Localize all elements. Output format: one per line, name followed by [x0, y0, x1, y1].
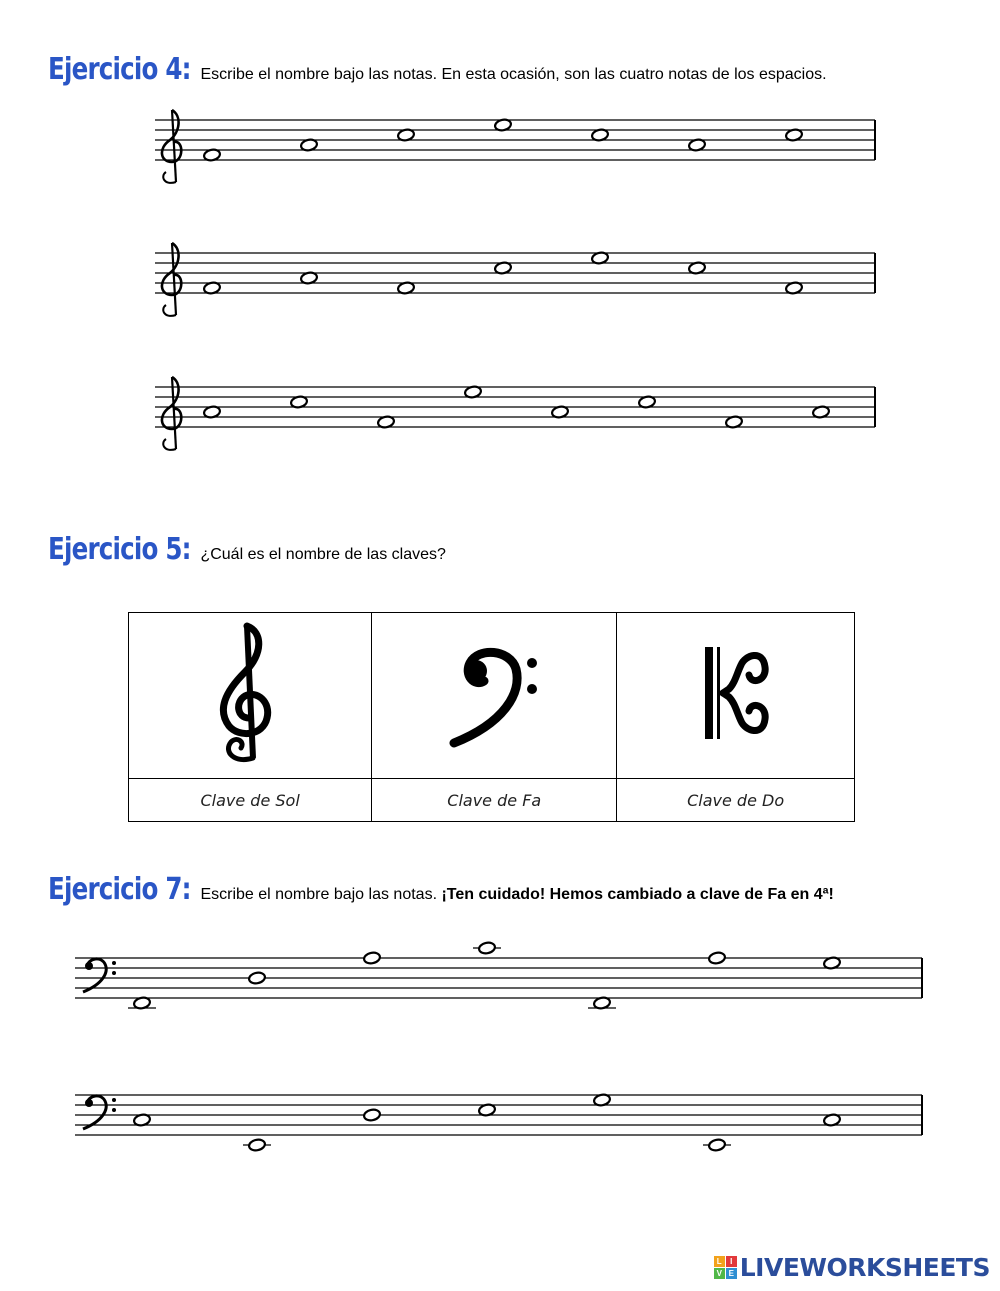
treble-clef-icon	[205, 618, 295, 768]
bass-staff-2	[0, 1082, 1000, 1162]
exercise-7-title: Ejercicio 7:	[48, 872, 191, 907]
exercise-4-heading	[48, 52, 827, 87]
treble-clef-icon	[162, 377, 181, 450]
alto-clef-cell	[617, 613, 855, 779]
exercise-4-title: Ejercicio 4:	[48, 52, 191, 87]
alto-clef-label: Clave de Do	[617, 779, 855, 822]
whole-note	[363, 1108, 381, 1121]
whole-note	[243, 1138, 271, 1151]
exercise-7-heading	[48, 872, 834, 907]
exercise-5-heading	[48, 532, 446, 567]
liveworksheets-logo	[714, 1253, 990, 1282]
exercise-5-instruction: ¿Cuál es el nombre de las claves?	[200, 546, 446, 563]
exercise-7-instruction	[200, 886, 833, 904]
bass-staff-1	[0, 945, 1000, 1025]
bass-clef-icon	[83, 959, 116, 992]
exercise-7-instruction-plain: Escribe el nombre bajo las notas.	[200, 886, 438, 903]
bass-clef-icon	[444, 633, 544, 753]
bass-clef-label: Clave de Fa	[372, 779, 617, 822]
whole-note	[708, 951, 726, 964]
exercise-4-instruction: Escribe el nombre bajo las notas. En esta ocasión, son las cuatro notas de los espacios.	[200, 66, 827, 83]
treble-staff-1	[0, 110, 1000, 190]
treble-clef-icon	[162, 243, 181, 316]
alto-clef-icon	[701, 643, 771, 743]
exercise-5-title: Ejercicio 5:	[48, 532, 191, 567]
treble-staff-2	[0, 243, 1000, 323]
treble-staff-3	[0, 377, 1000, 457]
whole-note	[473, 941, 501, 954]
treble-clef-icon	[162, 110, 181, 183]
liveworksheets-brand: LIVEWORKSHEETS	[739, 1253, 990, 1282]
exercise-7-instruction-warning: ¡Ten cuidado! Hemos cambiado a clave de Fa en 4ª!	[441, 886, 834, 903]
whole-note	[363, 951, 381, 964]
whole-note	[248, 971, 266, 984]
clefs-table	[128, 612, 855, 822]
whole-note	[703, 1138, 731, 1151]
treble-clef-cell	[129, 613, 372, 779]
treble-clef-label: Clave de Sol	[129, 779, 372, 822]
logo-blocks-icon: L I V E	[714, 1256, 737, 1279]
bass-clef-icon	[83, 1096, 116, 1129]
bass-clef-cell	[372, 613, 617, 779]
